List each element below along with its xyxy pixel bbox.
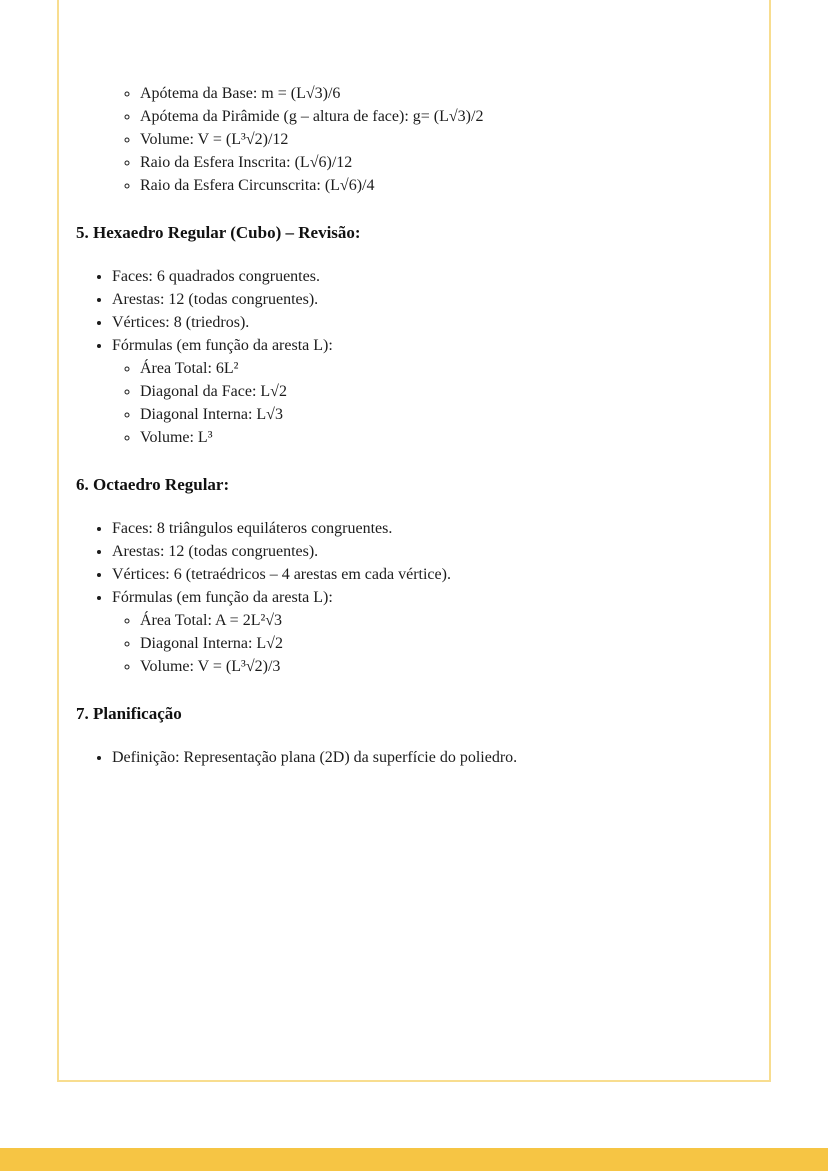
sections-container (76, 221, 729, 769)
section-heading: 6. Octaedro Regular: (76, 475, 230, 494)
sublist-item: ◦ Diagonal Interna: L√3 (140, 403, 729, 426)
list-item: • Arestas: 12 (todas congruentes). (112, 288, 729, 311)
sublist-item: ◦ Volume: L³ (140, 426, 729, 449)
list-item: • Vértices: 6 (tetraédricos – 4 arestas em cada vértice). (112, 563, 729, 586)
section-list (76, 517, 729, 678)
section-list (76, 265, 729, 449)
list-item: • Vértices: 8 (triedros). (112, 311, 729, 334)
section-list (76, 746, 729, 769)
document-content (59, 0, 769, 799)
document-page (57, 0, 771, 1082)
sublist-item: ◦ Apótema da Base: m = (L√3)/6 (140, 82, 729, 105)
sublist-item: ◦ Diagonal Interna: L√2 (140, 632, 729, 655)
list-item: • Faces: 8 triângulos equiláteros congruentes. (112, 517, 729, 540)
list-item: • Definição: Representação plana (2D) da superfície do poliedro. (112, 746, 729, 769)
formula-sublist (112, 357, 729, 449)
sublist-item: ◦ Raio da Esfera Circunscrita: (L√6)/4 (140, 174, 729, 197)
leading-sublist (76, 82, 729, 197)
sublist-item: ◦ Área Total: A = 2L²√3 (140, 609, 729, 632)
section-heading: 5. Hexaedro Regular (Cubo) – Revisão: (76, 223, 361, 242)
section-heading: 7. Planificação (76, 704, 182, 723)
sublist-item: ◦ Diagonal da Face: L√2 (140, 380, 729, 403)
list-item: • Fórmulas (em função da aresta L): ◦ Área Total: A = 2L²√3 ◦ Diagonal Interna: L√2 ◦ Volume: V = (L³√2)/3 (112, 586, 729, 678)
sublist-item: ◦ Volume: V = (L³√2)/12 (140, 128, 729, 151)
bottom-accent-bar (0, 1148, 828, 1171)
formula-sublist (112, 609, 729, 678)
sublist-item: ◦ Área Total: 6L² (140, 357, 729, 380)
sublist-item: ◦ Volume: V = (L³√2)/3 (140, 655, 729, 678)
list-item: • Faces: 6 quadrados congruentes. (112, 265, 729, 288)
sublist-item: ◦ Apótema da Pirâmide (g – altura de face): g= (L√3)/2 (140, 105, 729, 128)
list-item: • Fórmulas (em função da aresta L): ◦ Área Total: 6L² ◦ Diagonal da Face: L√2 ◦ Diagonal Interna: L√3 ◦ Volume: L³ (112, 334, 729, 449)
list-item: • Arestas: 12 (todas congruentes). (112, 540, 729, 563)
sublist-item: ◦ Raio da Esfera Inscrita: (L√6)/12 (140, 151, 729, 174)
